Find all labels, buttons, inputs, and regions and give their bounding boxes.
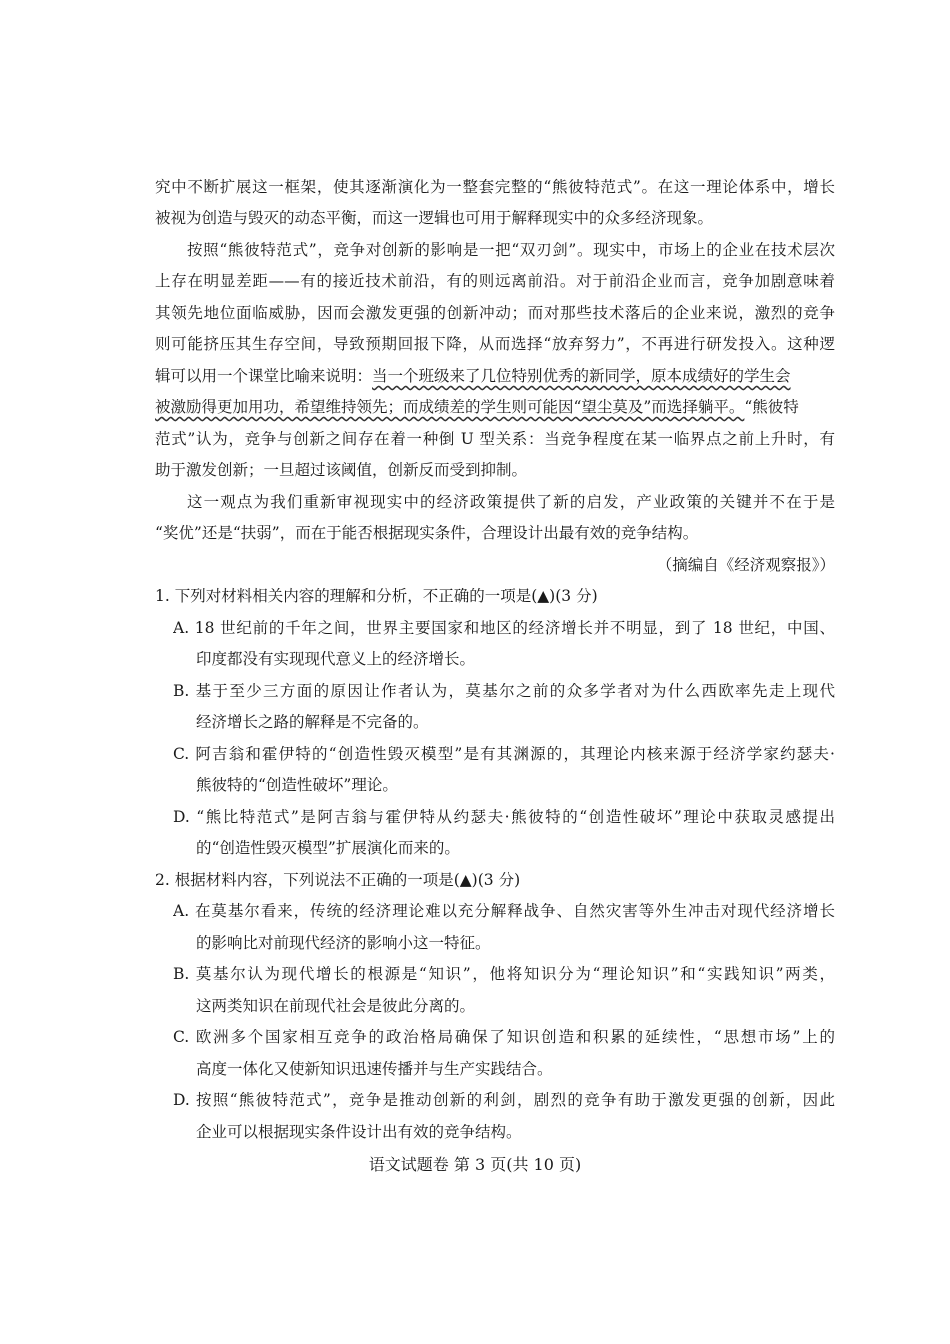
passage-text: “熊彼特	[744, 398, 799, 416]
passage-line: 究中不断扩展这一框架，使其逐渐演化为一整套完整的“熊彼特范式”。在这一理论体系中，增长	[155, 178, 835, 196]
option-b-cont: 这两类知识在前现代社会是彼此分离的。	[196, 997, 476, 1015]
option-c: C. 欧洲多个国家相互竞争的政治格局确保了知识创造和积累的延续性，“思想市场”上的	[173, 1028, 835, 1046]
option-a-cont: 的影响比对前现代经济的影响小这一特征。	[196, 934, 491, 952]
wavy-underlined-text: 被激励得更加用功，希望维持领先；而成绩差的学生则可能因“望尘莫及”而选择躺平。	[155, 398, 745, 416]
option-d: D. “熊比特范式”是阿吉翁与霍伊特从约瑟夫·熊彼特的“创造性破坏”理论中获取灵感提出	[173, 808, 835, 826]
passage-line: 其领先地位面临威胁，因而会激发更强的创新冲动；而对那些技术落后的企业来说，激烈的竞争	[155, 304, 835, 322]
option-c: C. 阿吉翁和霍伊特的“创造性毁灭模型”是有其渊源的，其理论内核来源于经济学家约瑟夫·	[173, 745, 835, 763]
option-d-cont: 的“创造性毁灭模型”扩展演化而来的。	[196, 839, 460, 857]
option-c-cont: 高度一体化又使新知识迅速传播并与生产实践结合。	[196, 1060, 553, 1078]
passage-line: “奖优”还是“扶弱”，而在于能否根据现实条件，合理设计出最有效的竞争结构。	[155, 524, 699, 542]
page-footer: 语文试题卷 第 3 页(共 10 页)	[368, 1155, 582, 1174]
option-b: B. 基于至少三方面的原因让作者认为，莫基尔之前的众多学者对为什么西欧率先走上现代	[173, 682, 835, 700]
passage-line	[155, 361, 835, 391]
option-d: D. 按照“熊彼特范式”，竞争是推动创新的利剑，剧烈的竞争有助于激发更强的创新，因此	[173, 1091, 835, 1109]
source-citation: （摘编自《经济观察报》）	[656, 556, 835, 574]
passage-line: 按照“熊彼特范式”，竞争对创新的影响是一把“双刃剑”。现实中，市场上的企业在技术层次	[187, 241, 835, 259]
option-a: A. 18 世纪前的千年之间，世界主要国家和地区的经济增长并不明显，到了 18 世纪，中国、	[173, 619, 835, 637]
passage-text: 辑可以用一个课堂比喻来说明：	[155, 367, 373, 385]
option-a-cont: 印度都没有实现现代意义上的经济增长。	[196, 650, 476, 668]
passage-line: 被视为创造与毁灭的动态平衡，而这一逻辑也可用于解释现实中的众多经济现象。	[155, 209, 714, 227]
option-c-cont: 熊彼特的“创造性破坏”理论。	[196, 776, 398, 794]
option-a: A. 在莫基尔看来，传统的经济理论难以充分解释战争、自然灾害等外生冲击对现代经济增长	[173, 902, 835, 920]
question-stem: 2. 根据材料内容，下列说法不正确的一项是(▲)(3 分)	[155, 871, 521, 889]
option-b: B. 莫基尔认为现代增长的根源是“知识”，他将知识分为“理论知识”和“实践知识”两类，	[173, 965, 835, 983]
passage-line: 则可能挤压其生存空间，导致预期回报下降，从而选择“放弃努力”，不再进行研发投入。这种逻	[155, 335, 835, 353]
option-d-cont: 企业可以根据现实条件设计出有效的竞争结构。	[196, 1123, 522, 1141]
passage-line: 这一观点为我们重新审视现实中的经济政策提供了新的启发，产业政策的关键并不在于是	[187, 493, 835, 511]
passage-line: 范式”认为，竞争与创新之间存在着一种倒 U 型关系：当竞争程度在某一临界点之前上升时，有	[155, 430, 835, 448]
passage-line	[155, 392, 835, 422]
question-stem: 1. 下列对材料相关内容的理解和分析，不正确的一项是(▲)(3 分)	[155, 587, 598, 605]
passage-line: 上存在明显差距——有的接近技术前沿，有的则远离前沿。对于前沿企业而言，竞争加剧意味着	[155, 272, 835, 290]
passage-line: 助于激发创新；一旦超过该阈值，创新反而受到抑制。	[155, 461, 528, 479]
option-b-cont: 经济增长之路的解释是不完备的。	[196, 713, 429, 731]
wavy-underlined-text: 当一个班级来了几位特别优秀的新同学，原本成绩好的学生会	[372, 367, 791, 385]
